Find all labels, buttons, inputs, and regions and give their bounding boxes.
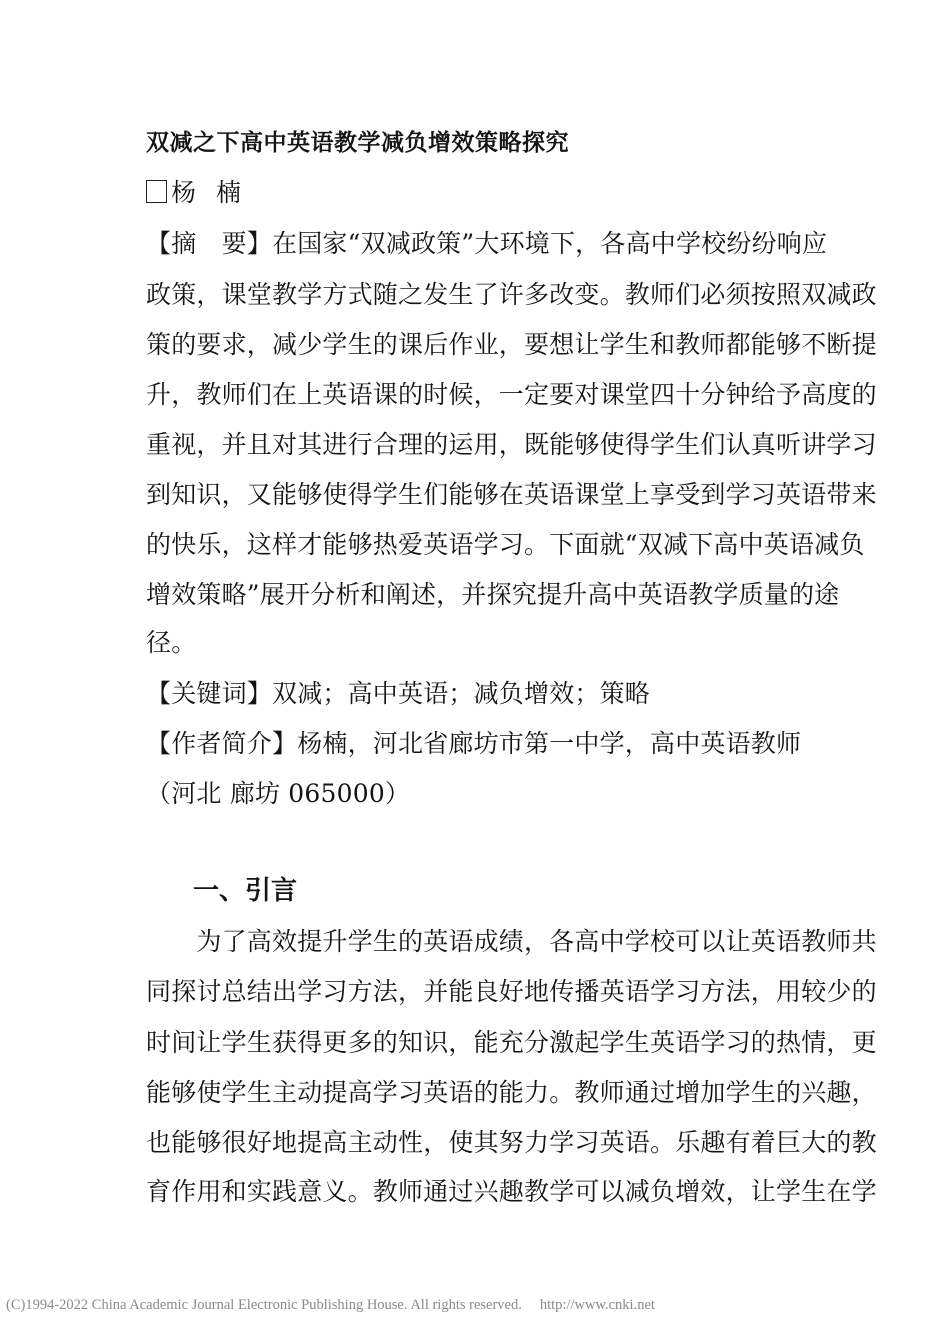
article-title: 双减之下高中英语教学减负增效策略探究 — [146, 129, 569, 156]
abstract-line: 升，教师们在上英语课的时候，一定要对课堂四十分钟给予高度的 — [146, 380, 877, 409]
author-intro: 【作者简介】杨楠，河北省廊坊市第一中学，高中英语教师 — [146, 729, 802, 758]
author-intro-address: （河北 廊坊 065000） — [146, 779, 411, 808]
abstract-line: 径。 — [146, 628, 197, 657]
abstract-line: 【摘 要】在国家“双减政策”大环境下，各高中学校纷纷响应 — [146, 229, 828, 258]
author-name: 杨 楠 — [171, 178, 247, 207]
abstract-line: 增效策略”展开分析和阐述，并探究提升高中英语教学质量的途 — [146, 580, 840, 609]
body-line: 能够使学生主动提高学习英语的能力。教师通过增加学生的兴趣， — [146, 1078, 877, 1107]
body-line: 也能够很好地提高主动性，使其努力学习英语。乐趣有着巨大的教 — [146, 1128, 877, 1157]
abstract-line: 重视，并且对其进行合理的运用，既能够使得学生们认真听讲学习 — [146, 430, 877, 459]
abstract-line: 政策，课堂教学方式随之发生了许多改变。教师们必须按照双减政 — [146, 280, 877, 309]
square-box-icon — [146, 180, 167, 203]
body-line: 同探讨总结出学习方法，并能良好地传播英语学习方法，用较少的 — [146, 977, 877, 1006]
abstract-line: 到知识，又能够使得学生们能够在英语课堂上享受到学习英语带来 — [146, 480, 877, 509]
keywords: 【关键词】双减；高中英语；减负增效；策略 — [146, 679, 651, 708]
footer-url-link[interactable]: http://www.cnki.net — [539, 1297, 655, 1313]
copyright-text: (C)1994-2022 China Academic Journal Electronic Publishing House. All rights reserved. — [6, 1297, 522, 1313]
abstract-line: 的快乐，这样才能够热爱英语学习。下面就“双减下高中英语减负 — [146, 530, 865, 559]
body-line: 育作用和实践意义。教师通过兴趣教学可以减负增效，让学生在学 — [146, 1177, 877, 1206]
abstract-line: 策的要求，减少学生的课后作业，要想让学生和教师都能够不断提 — [146, 330, 877, 359]
section-heading: 一、引言 — [193, 876, 298, 906]
body-line: 为了高效提升学生的英语成绩，各高中学校可以让英语教师共 — [146, 927, 877, 956]
author-line — [146, 173, 247, 209]
body-line: 时间让学生获得更多的知识，能充分激起学生英语学习的热情，更 — [146, 1028, 877, 1057]
copyright-footer — [6, 1297, 655, 1314]
